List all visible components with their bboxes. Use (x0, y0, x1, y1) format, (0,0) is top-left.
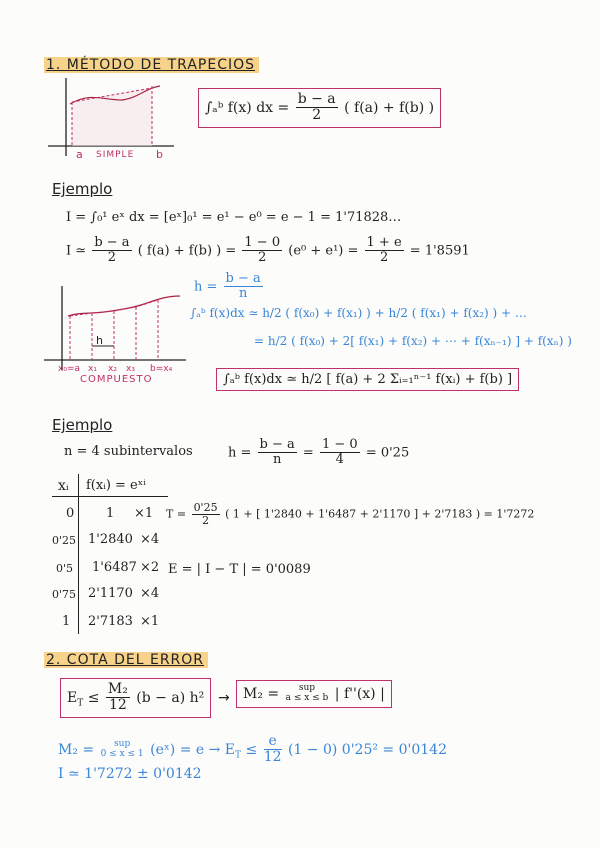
error-bound-example: M₂ = sup 0 ≤ x ≤ 1 (eˣ) = $e \to E_T$ ≤ $\frac{e}{12}$ (1 − 0) 0'25² = 0'0142 (58, 733, 447, 766)
table-row-2-f: 1'6487 (92, 560, 137, 575)
table-row-0-w: ×1 (134, 506, 154, 521)
example-1-line-2: I ≃ $\frac{b - a}{2}$ ( f(a) + f(b) ) = $\frac{1 - 0}{2}$ (e⁰ + e¹) = $\frac{1 + e}{2}$ = 1'8591 (66, 235, 470, 266)
error-line: E = | I − T | = 0'0089 (168, 562, 311, 577)
table-row-3-f: 2'1170 (88, 586, 133, 601)
table-row-4-w: ×1 (140, 614, 160, 629)
simple-trapezoid-formula: ∫ₐᵇ f(x) dx = $\frac{b - a}{2}$ ( f(a) + f(b) ) (198, 88, 441, 128)
table-column-rule (78, 474, 79, 634)
composite-derivation-line-2: = h/2 ( f(x₀) + 2[ f(x₁) + f(x₂) + ⋯ + f(xₙ₋₁) ] + f(xₙ) ) (254, 334, 572, 348)
table-row-3-w: ×4 (140, 586, 160, 601)
arrow-icon: → (218, 690, 230, 706)
table-row-1-f: 1'2840 (88, 532, 133, 547)
simple-b-label: b (156, 148, 163, 161)
example-1-heading: Ejemplo (52, 180, 113, 198)
table-row-2-x: 0'5 (56, 562, 74, 575)
example-2-intro: n = 4 subintervalos (64, 444, 193, 459)
composite-h-mark: h (96, 334, 103, 347)
composite-derivation-line-1: ∫ₐᵇ f(x)dx ≃ h/2 ( f(x₀) + f(x₁) ) + h/2 ( f(x₁) + f(x₂) ) + … (190, 306, 527, 320)
tick-x4: b=x₄ (150, 364, 173, 374)
table-row-2-w: ×2 (140, 560, 160, 575)
table-row-4-x: 1 (62, 614, 71, 629)
section-2-title: 2. COTA DEL ERROR (44, 652, 208, 668)
example-1-line-1: I = ∫₀¹ eˣ dx = [eˣ]₀¹ = e¹ − e⁰ = e − 1 = 1'71828… (66, 210, 402, 225)
error-bound-formula: $E_T$ ≤ $\frac{\text{M₂}}{12}$ (b − a) h² (60, 678, 211, 718)
composite-trapezoid-formula: ∫ₐᵇ f(x)dx ≃ h/2 [ f(a) + 2 Σᵢ₌₁ⁿ⁻¹ f(xᵢ) + f(b) ] (216, 368, 519, 391)
tick-x0: x₀=a (58, 364, 80, 374)
tick-x1: x₁ (88, 364, 97, 374)
simple-label: SIMPLE (96, 150, 135, 160)
table-header-x: xᵢ (58, 478, 69, 494)
tick-x3: x₃ (126, 364, 135, 374)
table-header-f: f(xᵢ) = eˣⁱ (86, 478, 146, 493)
final-result: I ≃ 1'7272 ± 0'0142 (58, 766, 202, 782)
table-row-1-w: ×4 (140, 532, 160, 547)
composite-label: COMPUESTO (80, 374, 153, 385)
t-computation: T = $\frac{0'25}{2}$ ( 1 + [ 1'2840 + 1'6487 + 2'1170 ] + 2'7183 ) = 1'7272 (166, 501, 535, 528)
table-row-0-x: 0 (66, 506, 75, 521)
m2-definition: M₂ = sup a ≤ x ≤ b | f''(x) | (236, 680, 392, 708)
table-header-rule (52, 496, 168, 497)
simple-a-label: a (76, 148, 83, 161)
example-2-h-value: h = $\frac{b - a}{n}$ = $\frac{1 - 0}{4}$ = 0'25 (228, 437, 410, 468)
table-row-4-f: 2'7183 (88, 614, 133, 629)
tick-x2: x₂ (108, 364, 117, 374)
table-row-0-f: 1 (106, 506, 115, 521)
example-2-heading: Ejemplo (52, 416, 113, 434)
h-definition: h = $\frac{b - a}{n}$ (194, 271, 261, 302)
table-row-1-x: 0'25 (52, 534, 77, 547)
section-1-title: 1. MÉTODO DE TRAPECIOS (44, 57, 259, 73)
table-row-3-x: 0'75 (52, 588, 77, 601)
